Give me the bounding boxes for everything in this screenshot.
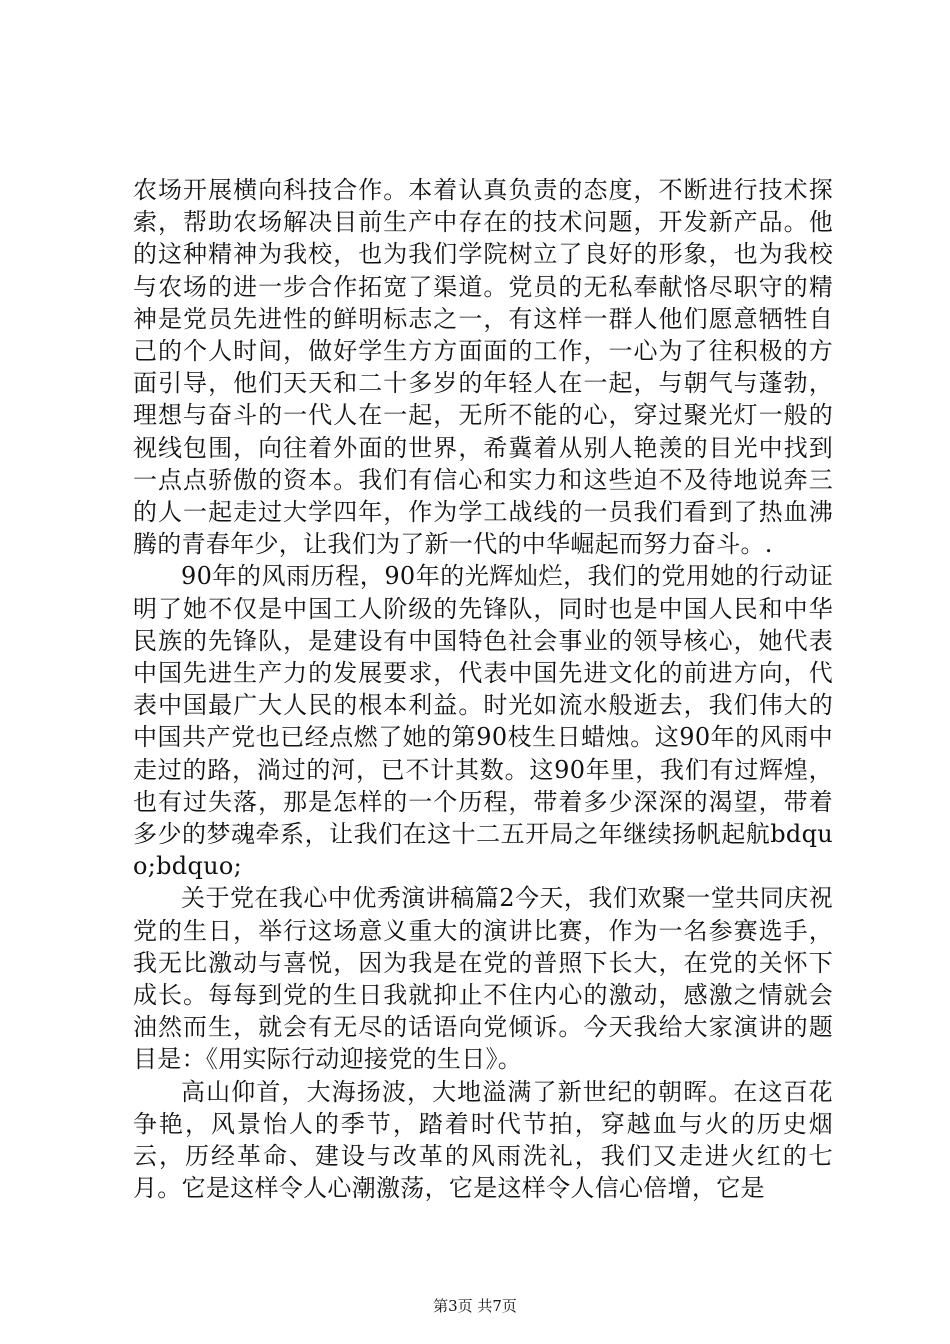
paragraph-2: 90年的风雨历程，90年的光辉灿烂，我们的党用她的行动证明了她不仅是中国工人阶级的先锋队，同时也是中国人民和中华民族的先锋队，是建设有中国特色社会事业的领导核心，她代表中国先进生产力的发展要求，代表中国先进文化的前进方向，代表中国最广大人民的根本利益。时光如流水般逝去，我们伟大的中国共产党也已经点燃了她的第90枝生日蜡烛。这90年的风雨中走过的路，淌过的河，已不计其数。这90年里，我们有过辉煌，也有过失落，那是怎样的一个历程，带着多少深深的渴望，带着多少的梦魂牵系，让我们在这十二五开局之年继续扬帆起航bdquo;bdquo; — [133, 562, 833, 881]
paragraph-4: 高山仰首，大海扬波，大地溢满了新世纪的朝晖。在这百花争艳，风景怡人的季节，踏着时代节拍，穿越血与火的历史烟云，历经革命、建设与改革的风雨洗礼，我们又走进火红的七月。它是这样令人心潮激荡，它是这样令人信心倍增，它是 — [133, 1077, 833, 1203]
paragraph-1: 农场开展横向科技合作。本着认真负责的态度，不断进行技术探索，帮助农场解决目前生产中存在的技术问题，开发新产品。他的这种精神为我校，也为我们学院树立了良好的形象，也为我校与农场的进一步合作拓宽了渠道。党员的无私奉献恪尽职守的精神是党员先进性的鲜明标志之一，有这样一群人他们愿意牺牲自己的个人时间，做好学生方方面面的工作，一心为了往积极的方面引导，他们天天和二十多岁的年轻人在一起，与朝气与蓬勃，理想与奋斗的一代人在一起，无所不能的心，穿过聚光灯一般的视线包围，向往着外面的世界，希冀着从别人艳羡的目光中找到一点点骄傲的资本。我们有信心和实力和这些迫不及待地说奔三的人一起走过大学四年，作为学工战线的一员我们看到了热血沸腾的青春年少，让我们为了新一代的中华崛起而努力奋斗。. — [133, 176, 833, 559]
page-number-footer: 第3页 共7页 — [433, 1297, 517, 1315]
paragraph-3: 关于党在我心中优秀演讲稿篇2今天，我们欢聚一堂共同庆祝党的生日，举行这场意义重大的演讲比赛，作为一名参赛选手，我无比激动与喜悦，因为我是在党的普照下长大，在党的关怀下成长。每每到党的生日我就抑止不住内心的激动，感激之情就会油然而生，就会有无尽的话语向党倾诉。今天我给大家演讲的题目是：《用实际行动迎接党的生日》。 — [133, 884, 833, 1074]
document-body — [133, 174, 833, 1205]
